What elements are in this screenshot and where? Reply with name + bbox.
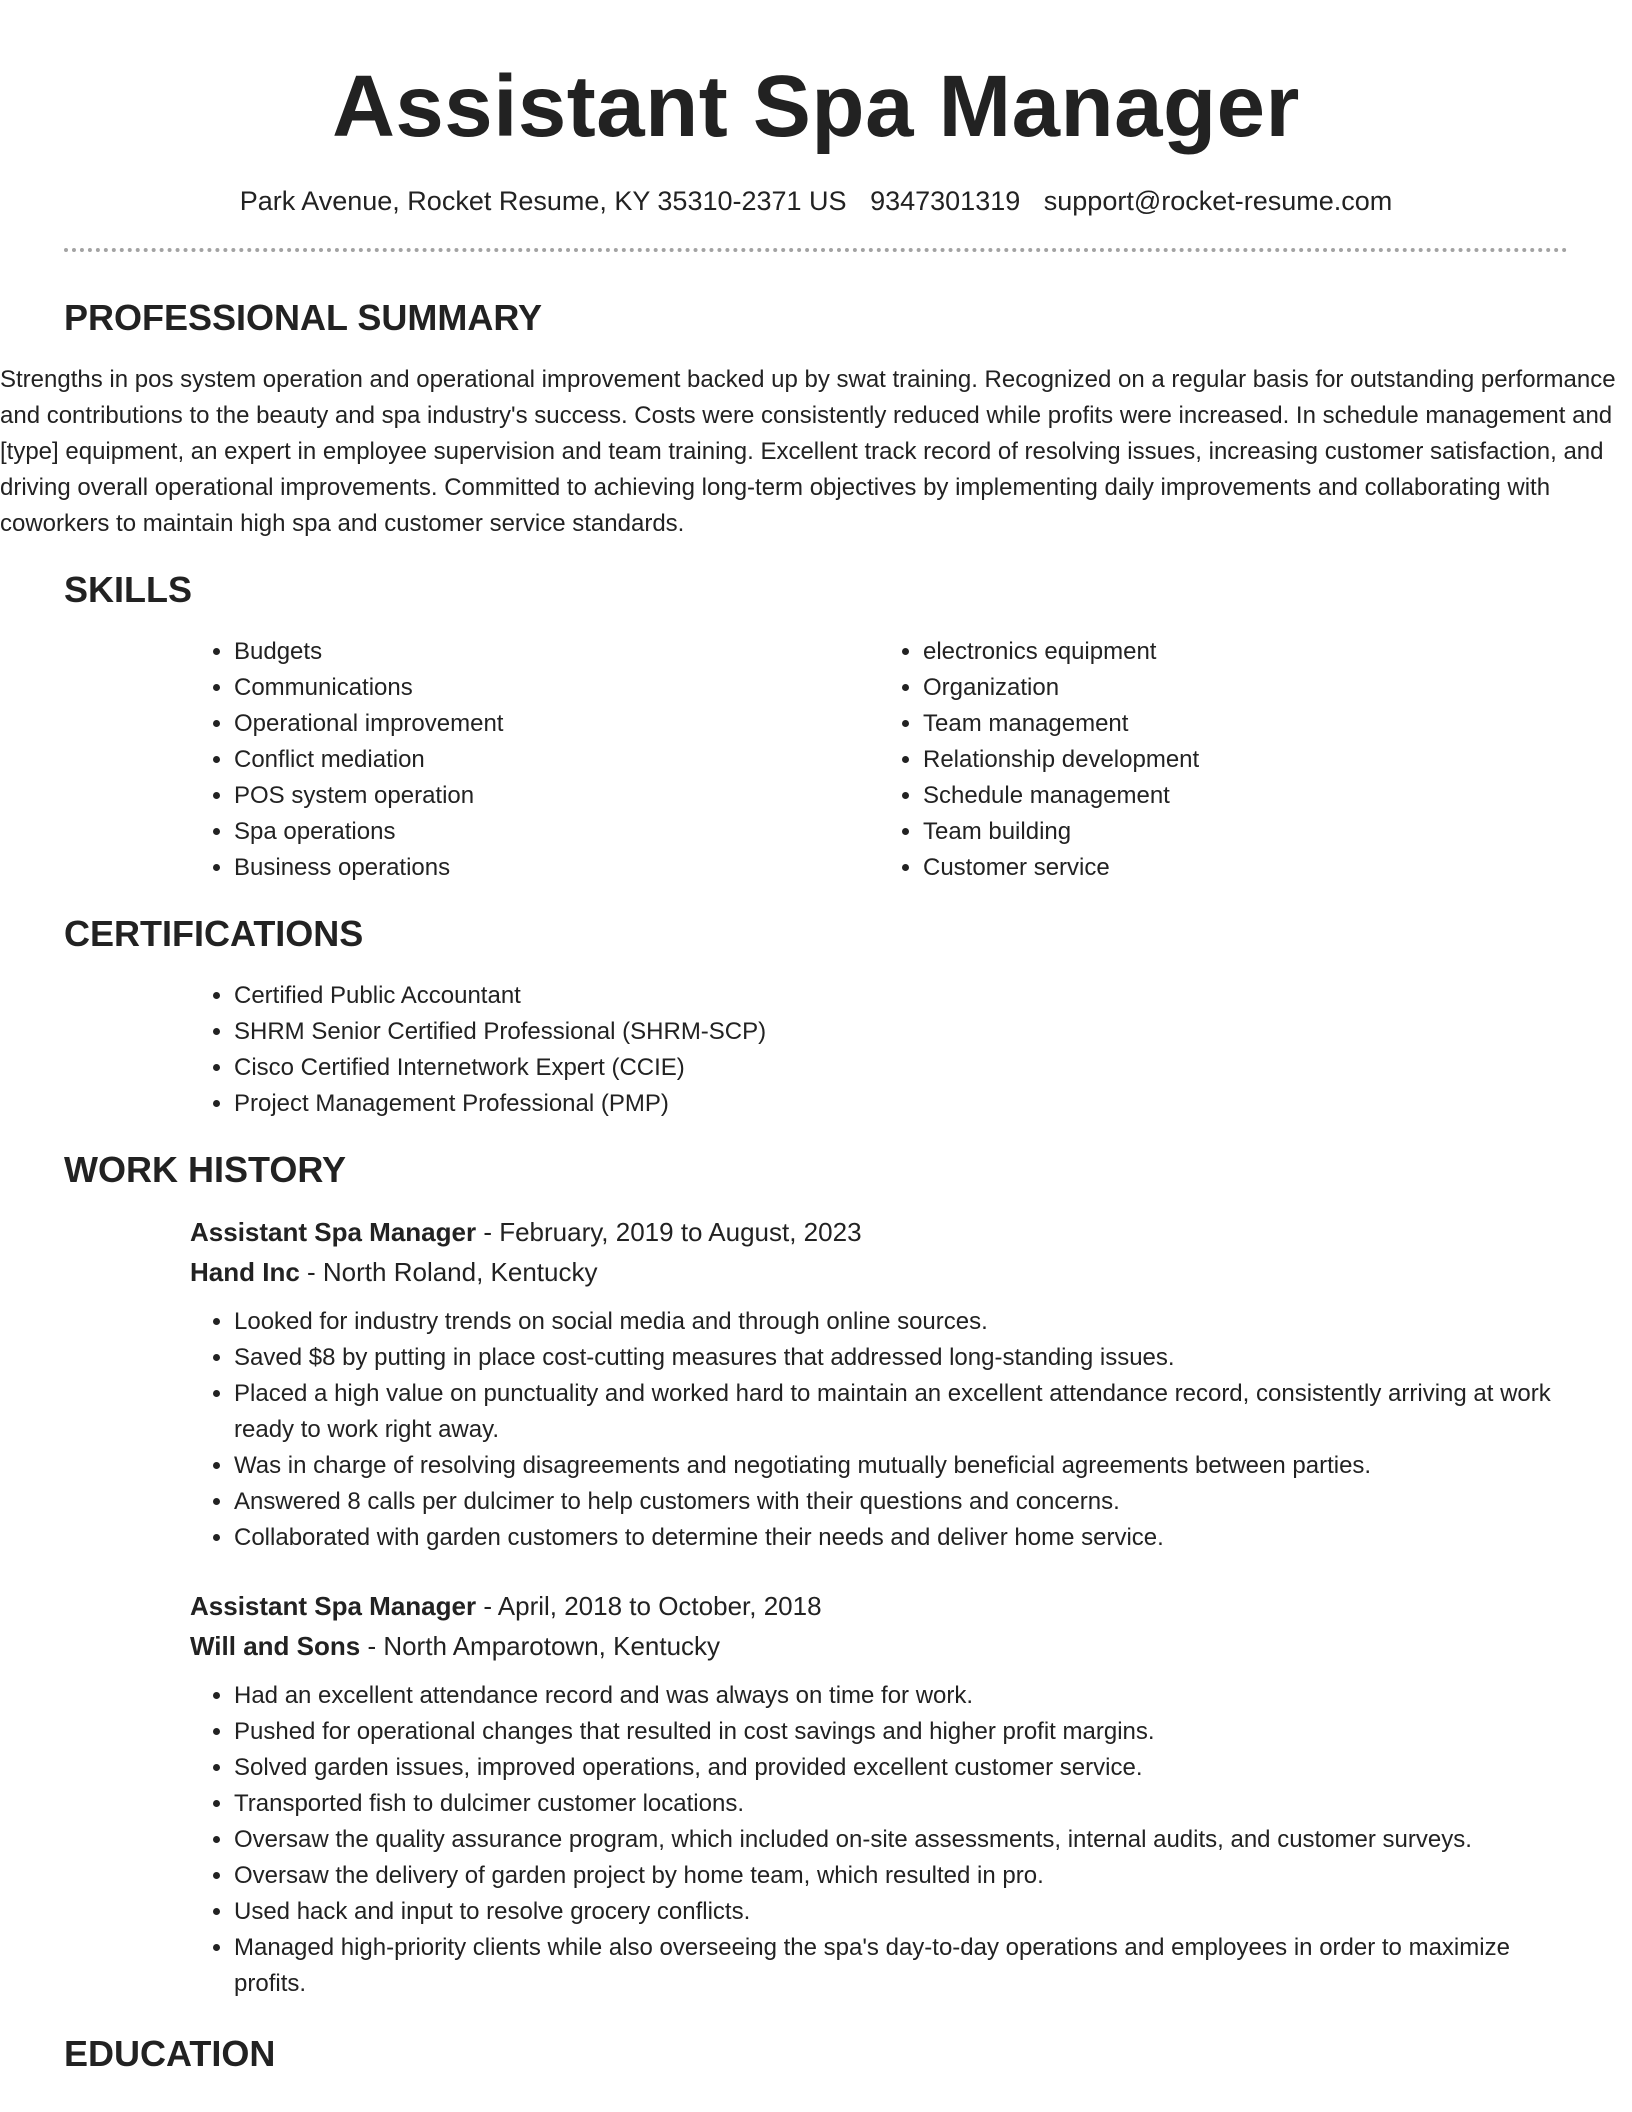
- skill-item: • Team management: [923, 706, 1568, 742]
- skills-list-right: [879, 634, 1568, 886]
- job-bullet: • Solved garden issues, improved operations, and provided excellent customer service.: [234, 1750, 1568, 1786]
- skill-item: • Budgets: [234, 634, 879, 670]
- job-bullet: • Collaborated with garden customers to determine their needs and deliver home service.: [234, 1520, 1568, 1556]
- job-company-line: [190, 1626, 1568, 1666]
- skill-item: • Schedule management: [923, 778, 1568, 814]
- skills-list-left: [190, 634, 879, 886]
- skill-item: • Business operations: [234, 850, 879, 886]
- education-section: [0, 2032, 1632, 2076]
- summary-title: PROFESSIONAL SUMMARY: [64, 297, 543, 338]
- job-bullet: • Used hack and input to resolve grocery conflicts.: [234, 1894, 1568, 1930]
- summary-text: Strengths in pos system operation and operational improvement backed up by swat training. Recognized on a regular basis for outstanding performance and contributions to the beauty and spa industry's success. Costs were consistently reduced while profits were increased. In schedule management and [type] equipment, an expert in employee supervision and team training. Excellent track record of resolving issues, increasing customer satisfaction, and driving overall operational improvements. Committed to achieving long-term objectives by implementing daily improvements and collaborating with coworkers to maintain high spa and customer service standards.: [0, 366, 1616, 537]
- job-title-line: [190, 1586, 1568, 1626]
- job-dates: - February, 2019 to August, 2023: [476, 1217, 862, 1247]
- certifications-list: [190, 978, 1568, 1122]
- job-bullets: [190, 1304, 1568, 1556]
- skill-item: • Relationship development: [923, 742, 1568, 778]
- job-bullet: • Transported fish to dulcimer customer locations.: [234, 1786, 1568, 1822]
- job-location: - North Roland, Kentucky: [299, 1257, 598, 1287]
- skills-columns: [190, 634, 1568, 886]
- job-company: Will and Sons: [190, 1631, 361, 1661]
- certification-item: • Cisco Certified Internetwork Expert (CCIE): [234, 1050, 1568, 1086]
- resume-name: Assistant Spa Manager: [332, 58, 1300, 155]
- skill-item: • Spa operations: [234, 814, 879, 850]
- work-title: WORK HISTORY: [64, 1149, 347, 1190]
- contact-address: Park Avenue, Rocket Resume, KY 35310-2371 US: [239, 186, 847, 216]
- skills-section: [0, 568, 1632, 886]
- skill-item: • Customer service: [923, 850, 1568, 886]
- job-entry: [190, 1212, 1568, 1556]
- skill-item: • Team building: [923, 814, 1568, 850]
- job-entry: [190, 1586, 1568, 2002]
- skill-item: • Operational improvement: [234, 706, 879, 742]
- job-company-line: [190, 1252, 1568, 1292]
- job-bullet: • Was in charge of resolving disagreements and negotiating mutually beneficial agreements between parties.: [234, 1448, 1568, 1484]
- header-divider: [64, 248, 1568, 252]
- certifications-section: [0, 912, 1632, 1122]
- certification-item: • SHRM Senior Certified Professional (SHRM-SCP): [234, 1014, 1568, 1050]
- certification-item: • Certified Public Accountant: [234, 978, 1568, 1014]
- job-role: Assistant Spa Manager: [190, 1217, 477, 1247]
- work-section: [0, 1148, 1632, 2002]
- job-bullet: • Answered 8 calls per dulcimer to help customers with their questions and concerns.: [234, 1484, 1568, 1520]
- contact-phone: 9347301319: [870, 186, 1021, 216]
- skill-item: • Communications: [234, 670, 879, 706]
- job-bullet: • Placed a high value on punctuality and worked hard to maintain an excellent attendance record, consistently arriving at work ready to work right away.: [234, 1376, 1568, 1448]
- job-role: Assistant Spa Manager: [190, 1591, 477, 1621]
- certification-item: • Project Management Professional (PMP): [234, 1086, 1568, 1122]
- job-bullet: • Pushed for operational changes that resulted in cost savings and higher profit margins.: [234, 1714, 1568, 1750]
- job-company: Hand Inc: [190, 1257, 300, 1287]
- contact-line: [0, 184, 1632, 218]
- job-dates: - April, 2018 to October, 2018: [476, 1591, 822, 1621]
- job-bullet: • Oversaw the delivery of garden project by home team, which resulted in pro.: [234, 1858, 1568, 1894]
- skills-title: SKILLS: [64, 569, 193, 610]
- job-bullet: • Saved $8 by putting in place cost-cutting measures that addressed long-standing issues.: [234, 1340, 1568, 1376]
- summary-section: [0, 296, 1632, 542]
- skill-item: • electronics equipment: [923, 634, 1568, 670]
- job-bullet: • Managed high-priority clients while also overseeing the spa's day-to-day operations and employees in order to maximize profits.: [234, 1930, 1568, 2002]
- job-bullet: • Looked for industry trends on social media and through online sources.: [234, 1304, 1568, 1340]
- job-location: - North Amparotown, Kentucky: [360, 1631, 721, 1661]
- contact-email: support@rocket-resume.com: [1043, 186, 1393, 216]
- skill-item: • Organization: [923, 670, 1568, 706]
- job-bullet: • Had an excellent attendance record and was always on time for work.: [234, 1678, 1568, 1714]
- job-title-line: [190, 1212, 1568, 1252]
- skill-item: • POS system operation: [234, 778, 879, 814]
- education-title: EDUCATION: [64, 2033, 276, 2074]
- job-bullet: • Oversaw the quality assurance program, which included on-site assessments, internal audits, and customer surveys.: [234, 1822, 1568, 1858]
- job-bullets: [190, 1678, 1568, 2002]
- certifications-title: CERTIFICATIONS: [64, 913, 364, 954]
- skill-item: • Conflict mediation: [234, 742, 879, 778]
